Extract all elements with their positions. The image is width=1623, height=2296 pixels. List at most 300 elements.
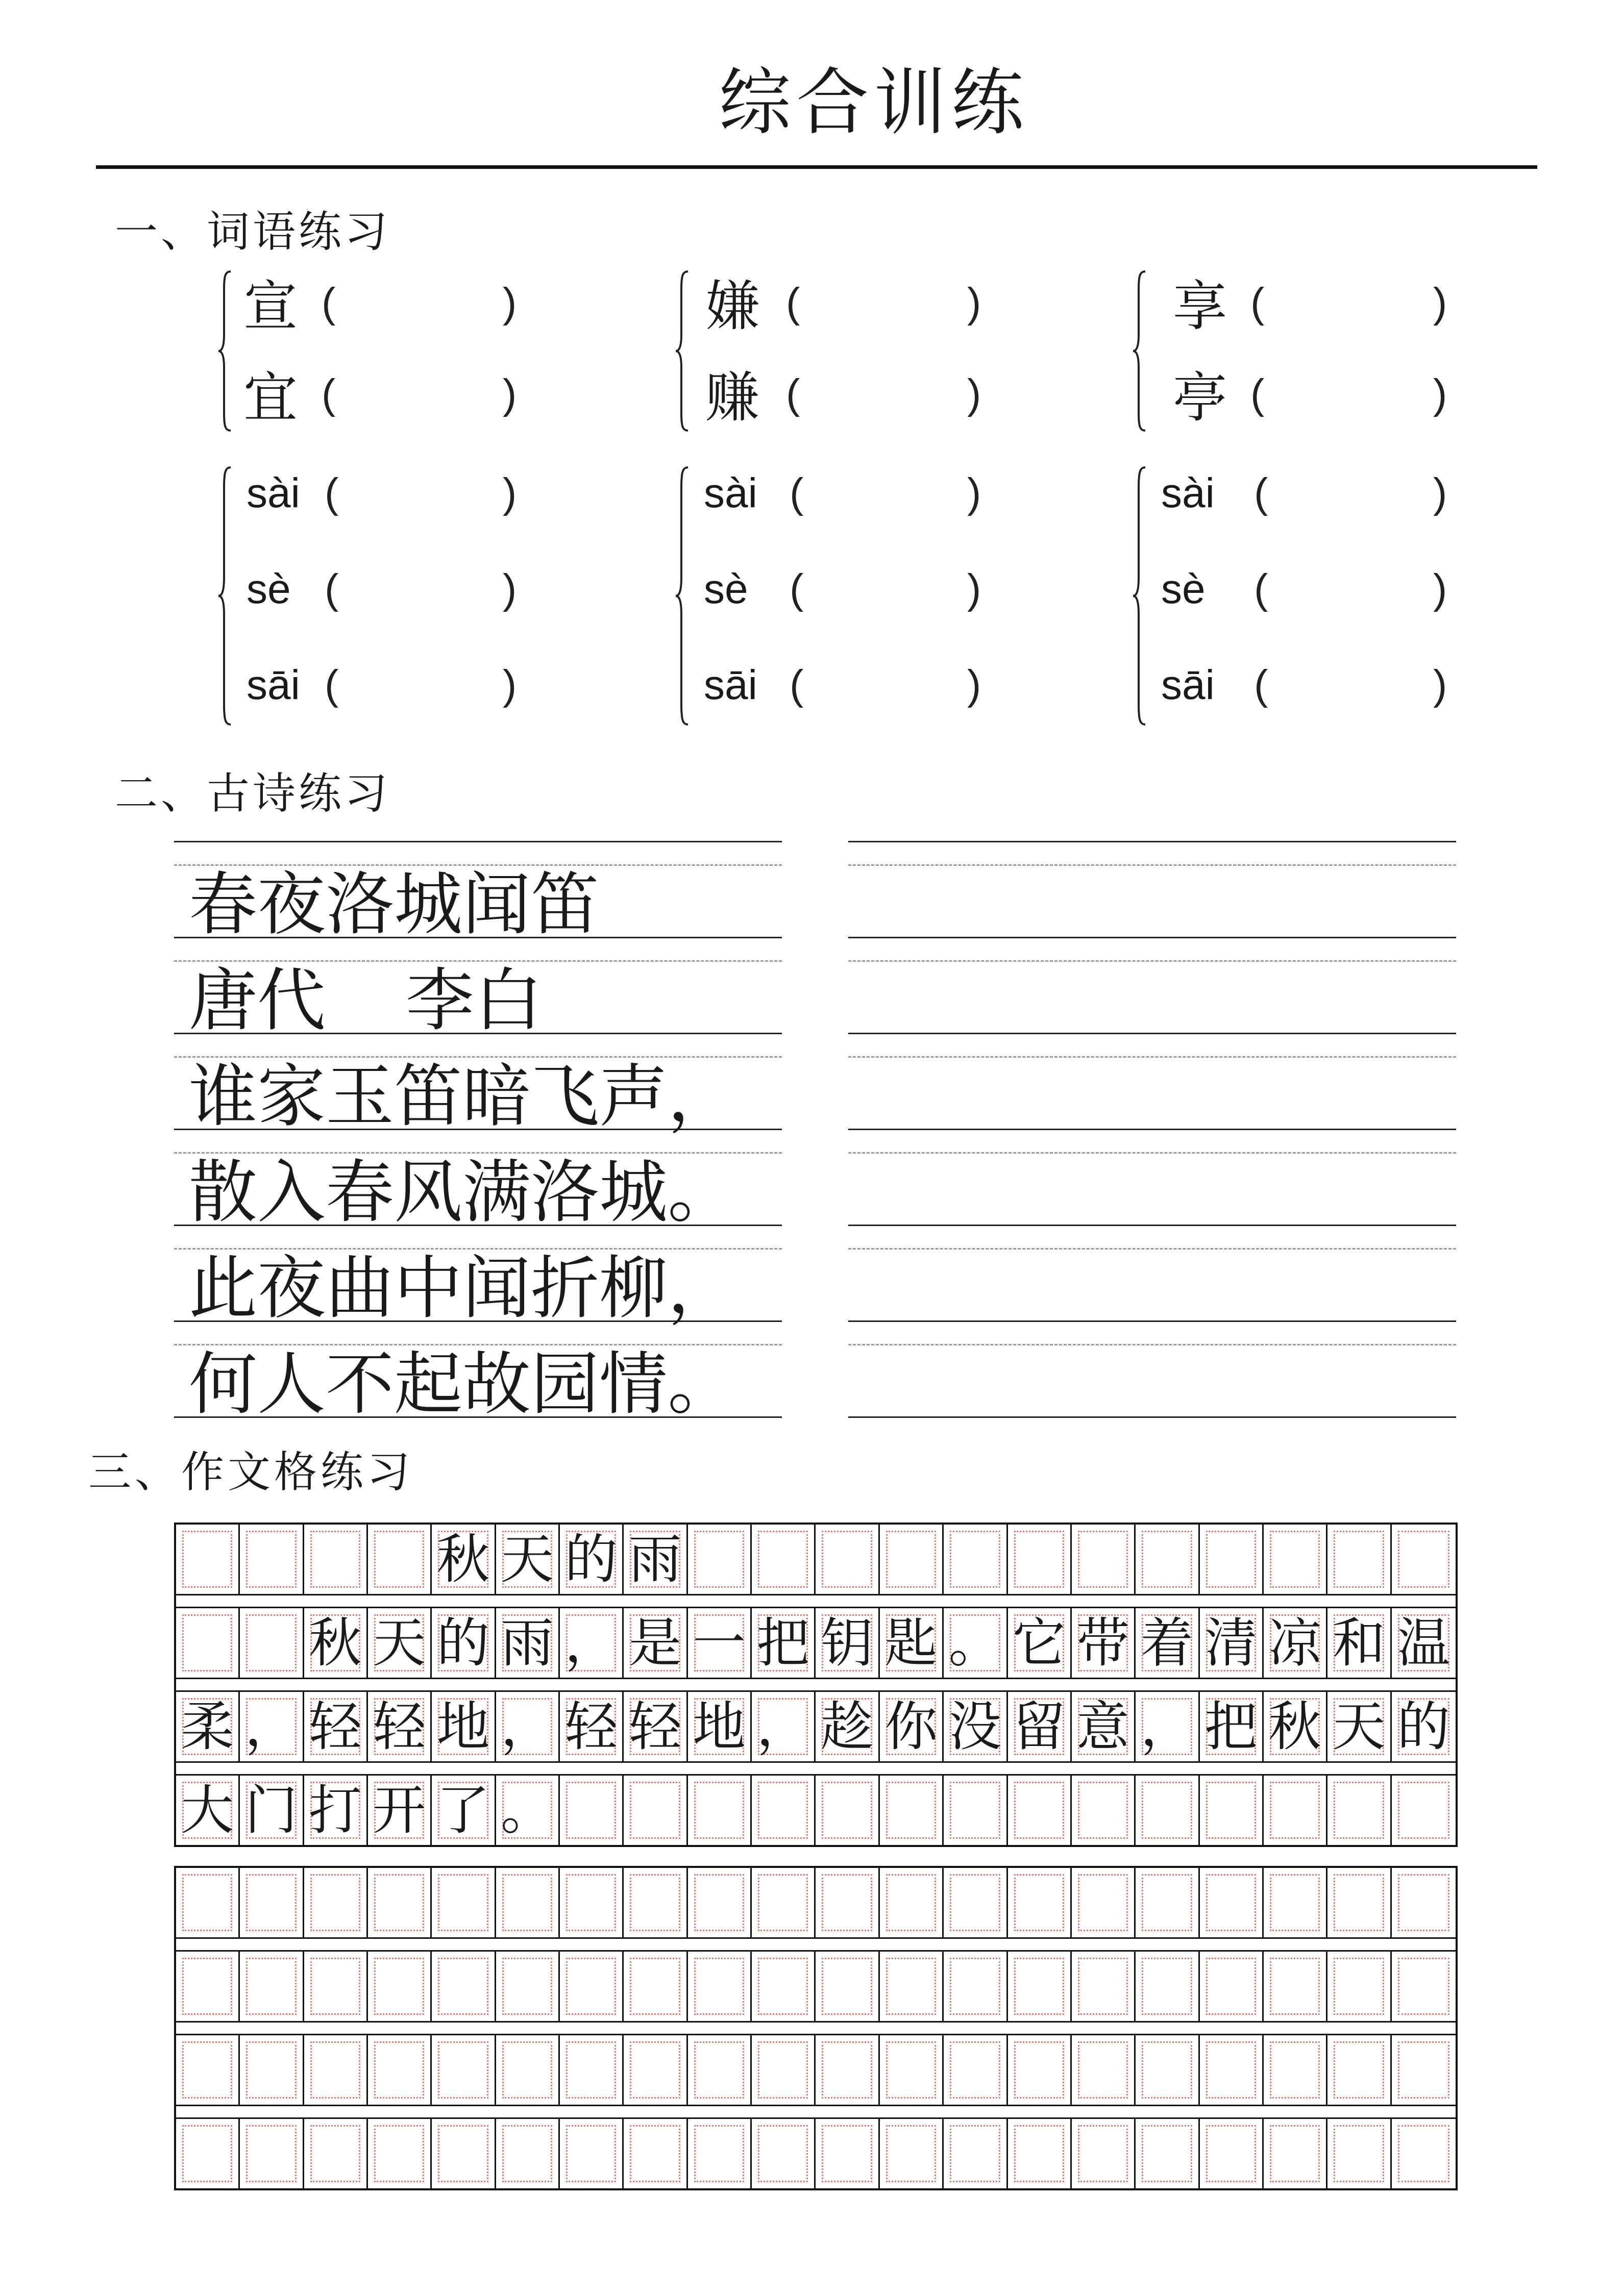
grid-char: 温 (1397, 1612, 1450, 1674)
grid-cell (880, 1692, 944, 1761)
grid-cell (240, 1692, 304, 1761)
brace-icon (217, 465, 232, 727)
grid-row-gap (176, 1937, 1456, 1952)
answer-paren-open: ( (786, 371, 800, 417)
grid-cell (496, 1608, 560, 1678)
grid-cell (1200, 2035, 1264, 2105)
grid-cell (1136, 1525, 1199, 1594)
answer-paren-close: ) (1433, 280, 1447, 326)
grid-cell (304, 1952, 368, 2021)
grid-cell (1327, 1868, 1391, 1937)
pinyin-syllable: sè (1161, 566, 1206, 612)
grid-cell (624, 1776, 687, 1845)
grid-cell (1008, 2119, 1072, 2188)
grid-char: 天 (1332, 1695, 1386, 1758)
grid-cell (1327, 1952, 1391, 2021)
grid-char: 地 (692, 1695, 746, 1758)
grid-cell (1072, 1868, 1136, 1937)
grid-cell (816, 1525, 879, 1594)
grid-row (176, 1608, 1456, 1678)
poem-solid-line (848, 937, 1456, 938)
grid-cell (432, 1776, 496, 1845)
grid-cell (1008, 1525, 1072, 1594)
poem-dashed-line (848, 1152, 1456, 1154)
pinyin-syllable: sài (247, 470, 300, 516)
answer-paren-open: ( (322, 280, 336, 326)
pinyin-syllable: sè (704, 566, 748, 612)
grid-char: 柔 (181, 1695, 234, 1758)
section-2-heading: 二、古诗练习 (115, 768, 391, 818)
poem-dashed-line (848, 1056, 1456, 1058)
grid-cell (1136, 1868, 1199, 1937)
answer-paren-close: ) (967, 470, 981, 516)
grid-cell (1008, 1868, 1072, 1937)
answer-paren-close: ) (1433, 470, 1447, 516)
grid-cell (368, 1952, 432, 2021)
grid-cell (1136, 1692, 1199, 1761)
grid-cell (176, 1952, 240, 2021)
poem-verse: 散入春风满洛城。 (189, 1153, 736, 1232)
grid-cell (176, 1525, 240, 1594)
answer-paren-close: ) (503, 566, 517, 612)
grid-char: ， (1140, 1695, 1194, 1758)
poem-solid-line (174, 841, 782, 842)
answer-paren-close: ) (503, 470, 517, 516)
answer-paren-close: ) (967, 280, 981, 326)
pinyin-syllable: sài (1161, 470, 1215, 516)
brace-icon (217, 270, 232, 432)
grid-cell (816, 1608, 879, 1678)
grid-char: 凉 (1268, 1612, 1322, 1674)
grid-cell (1008, 1776, 1072, 1845)
grid-cell (304, 2119, 368, 2188)
grid-cell (304, 1868, 368, 1937)
grid-cell (1200, 1692, 1264, 1761)
grid-char: 地 (436, 1695, 490, 1758)
grid-cell (688, 1608, 752, 1678)
grid-cell (496, 2035, 560, 2105)
answer-paren-open: ( (1250, 280, 1265, 326)
grid-cell (240, 1952, 304, 2021)
grid-cell (1327, 2119, 1391, 2188)
grid-cell (688, 1868, 752, 1937)
grid-cell (496, 2119, 560, 2188)
grid-char: 匙 (884, 1612, 938, 1674)
grid-cell (1327, 1608, 1391, 1678)
grid-cell (176, 1692, 240, 1761)
grid-cell (880, 1525, 944, 1594)
poem-dashed-line (848, 1248, 1456, 1250)
answer-paren-open: ( (790, 662, 804, 708)
grid-cell (560, 1692, 624, 1761)
grid-cell (880, 2119, 944, 2188)
grid-cell (240, 2119, 304, 2188)
answer-paren-open: ( (786, 280, 800, 326)
grid-cell (624, 2119, 687, 2188)
pinyin-syllable: sāi (704, 662, 757, 708)
grid-char: 。 (948, 1612, 1002, 1674)
title-divider (96, 165, 1537, 169)
grid-row-gap (176, 1678, 1456, 1692)
grid-cell (1072, 1525, 1136, 1594)
grid-cell (1264, 1776, 1327, 1845)
grid-cell (368, 1868, 432, 1937)
grid-cell (304, 2035, 368, 2105)
poem-verse: 此夜曲中闻折柳， (189, 1249, 736, 1328)
grid-cell (1008, 1952, 1072, 2021)
grid-char: 一 (692, 1612, 746, 1674)
poem-solid-line (848, 1320, 1456, 1322)
composition-grid-1 (174, 1523, 1458, 1847)
grid-char: 清 (1204, 1612, 1258, 1674)
answer-paren-open: ( (325, 566, 339, 612)
grid-cell (304, 1608, 368, 1678)
answer-paren-close: ) (503, 371, 517, 417)
grid-cell (752, 1692, 816, 1761)
grid-cell (880, 1868, 944, 1937)
grid-cell (1136, 1776, 1199, 1845)
grid-cell (752, 1776, 816, 1845)
grid-char: 钥 (820, 1612, 874, 1674)
grid-char: 没 (948, 1695, 1002, 1758)
char-pair-top: 享 (1173, 275, 1227, 338)
grid-char: ， (500, 1695, 554, 1758)
grid-cell (560, 1868, 624, 1937)
grid-cell (880, 1952, 944, 2021)
poem-dashed-line (848, 960, 1456, 962)
grid-char: 带 (1076, 1612, 1130, 1674)
grid-cell (1200, 1525, 1264, 1594)
grid-char: 的 (564, 1528, 618, 1590)
grid-cell (752, 1608, 816, 1678)
section-3-heading: 三、作文格练习 (88, 1447, 414, 1497)
grid-cell (624, 1525, 687, 1594)
poem-verse: 何人不起故园情。 (189, 1344, 736, 1424)
grid-cell (240, 1525, 304, 1594)
grid-cell (1008, 1608, 1072, 1678)
grid-cell (1136, 2119, 1199, 2188)
grid-cell (1264, 1692, 1327, 1761)
answer-paren-open: ( (1254, 470, 1268, 516)
answer-paren-close: ) (503, 280, 517, 326)
grid-cell (432, 1692, 496, 1761)
grid-cell (1008, 2035, 1072, 2105)
grid-char: 了 (436, 1779, 490, 1841)
poem-title: 春夜洛城闻笛 (189, 865, 600, 944)
grid-cell (496, 1692, 560, 1761)
poem-solid-line (848, 1033, 1456, 1034)
grid-cell (240, 1868, 304, 1937)
grid-char: 趁 (820, 1695, 874, 1758)
grid-cell (1200, 1868, 1264, 1937)
grid-row (176, 2119, 1456, 2188)
grid-cell (1072, 1692, 1136, 1761)
poem-solid-line (848, 1416, 1456, 1418)
poem-verse: 谁家玉笛暗飞声， (189, 1057, 736, 1136)
grid-cell (1072, 1952, 1136, 2021)
grid-cell (624, 1692, 687, 1761)
grid-cell (944, 1868, 1007, 1937)
pinyin-syllable: sài (704, 470, 757, 516)
grid-char: 轻 (308, 1695, 362, 1758)
char-pair-bottom: 赚 (705, 366, 759, 429)
grid-cell (1392, 1692, 1456, 1761)
brace-icon (1132, 270, 1147, 432)
grid-row (176, 1868, 1456, 1937)
answer-paren-open: ( (1250, 371, 1265, 417)
grid-char: 是 (628, 1612, 682, 1674)
grid-cell (432, 1525, 496, 1594)
grid-cell (880, 1608, 944, 1678)
grid-cell (1072, 2119, 1136, 2188)
grid-cell (1264, 2119, 1327, 2188)
grid-cell (688, 2035, 752, 2105)
grid-cell (368, 2035, 432, 2105)
grid-cell (240, 2035, 304, 2105)
grid-row (176, 2035, 1456, 2105)
grid-cell (880, 1776, 944, 1845)
grid-cell (816, 1868, 879, 1937)
grid-row (176, 1952, 1456, 2021)
grid-cell (1136, 1952, 1199, 2021)
poem-author: 李白 (406, 961, 543, 1040)
char-pair-bottom: 亭 (1173, 366, 1227, 429)
grid-cell (176, 1608, 240, 1678)
grid-cell (752, 2119, 816, 2188)
grid-char: 把 (756, 1612, 810, 1674)
grid-char: 着 (1140, 1612, 1194, 1674)
answer-paren-open: ( (322, 371, 336, 417)
poem-dynasty: 唐代 (189, 961, 326, 1040)
poem-dashed-line (848, 864, 1456, 866)
grid-cell (1327, 2035, 1391, 2105)
grid-cell (816, 1952, 879, 2021)
grid-cell (432, 1952, 496, 2021)
grid-char: 雨 (628, 1528, 682, 1590)
grid-cell (816, 2119, 879, 2188)
grid-cell (432, 2119, 496, 2188)
grid-char: 雨 (500, 1612, 554, 1674)
grid-cell (944, 1952, 1007, 2021)
grid-cell (560, 1525, 624, 1594)
grid-char: 它 (1012, 1612, 1066, 1674)
grid-cell (752, 1868, 816, 1937)
grid-char: 秋 (308, 1612, 362, 1674)
grid-cell (368, 1608, 432, 1678)
char-pair-top: 嫌 (705, 275, 759, 338)
grid-cell (560, 2035, 624, 2105)
grid-char: ， (564, 1612, 618, 1674)
answer-paren-open: ( (325, 470, 339, 516)
grid-cell (624, 1608, 687, 1678)
grid-cell (176, 1868, 240, 1937)
grid-cell (1200, 1776, 1264, 1845)
answer-paren-close: ) (503, 662, 517, 708)
grid-cell (1264, 1952, 1327, 2021)
grid-cell (688, 1776, 752, 1845)
grid-row (176, 1776, 1456, 1845)
grid-char: 天 (373, 1612, 426, 1674)
grid-cell (688, 2119, 752, 2188)
grid-char: 秋 (1268, 1695, 1322, 1758)
grid-cell (1392, 1952, 1456, 2021)
grid-cell (624, 1952, 687, 2021)
grid-cell (1392, 1525, 1456, 1594)
answer-paren-close: ) (1433, 566, 1447, 612)
grid-cell (752, 1525, 816, 1594)
grid-cell (816, 2035, 879, 2105)
grid-char: 打 (308, 1779, 362, 1841)
answer-paren-close: ) (1433, 371, 1447, 417)
answer-paren-close: ) (967, 371, 981, 417)
grid-cell (944, 1525, 1007, 1594)
grid-cell (1327, 1692, 1391, 1761)
grid-cell (304, 1692, 368, 1761)
grid-cell (432, 1608, 496, 1678)
grid-char: 把 (1204, 1695, 1258, 1758)
pinyin-syllable: sè (247, 566, 291, 612)
pinyin-syllable: sāi (1161, 662, 1215, 708)
grid-cell (368, 2119, 432, 2188)
char-pair-top: 宣 (243, 275, 298, 338)
answer-paren-close: ) (967, 662, 981, 708)
grid-cell (496, 1776, 560, 1845)
grid-cell (1072, 1776, 1136, 1845)
grid-cell (880, 2035, 944, 2105)
grid-cell (1200, 1608, 1264, 1678)
grid-char: 留 (1012, 1695, 1066, 1758)
grid-row-gap (176, 2021, 1456, 2035)
brace-icon (674, 270, 690, 432)
grid-cell (944, 1776, 1007, 1845)
grid-row-gap (176, 1761, 1456, 1776)
grid-char: 的 (1397, 1695, 1450, 1758)
grid-cell (304, 1776, 368, 1845)
grid-cell (1072, 2035, 1136, 2105)
answer-paren-open: ( (1254, 566, 1268, 612)
grid-char: 轻 (373, 1695, 426, 1758)
grid-char: 和 (1332, 1612, 1386, 1674)
brace-icon (1132, 465, 1147, 727)
grid-char: 意 (1076, 1695, 1130, 1758)
char-pair-bottom: 宜 (243, 366, 298, 429)
grid-cell (1264, 2035, 1327, 2105)
grid-row (176, 1692, 1456, 1761)
page-title: 综合训练 (719, 61, 1029, 145)
grid-cell (176, 2119, 240, 2188)
grid-cell (944, 1608, 1007, 1678)
grid-cell (560, 1776, 624, 1845)
pinyin-syllable: sāi (247, 662, 300, 708)
grid-cell (1392, 1868, 1456, 1937)
poem-solid-line (848, 1225, 1456, 1226)
grid-cell (1200, 1952, 1264, 2021)
grid-cell (1008, 1692, 1072, 1761)
answer-paren-close: ) (967, 566, 981, 612)
grid-cell (1392, 2035, 1456, 2105)
grid-cell (368, 1525, 432, 1594)
grid-cell (176, 1776, 240, 1845)
grid-char: ， (756, 1695, 810, 1758)
grid-cell (176, 2035, 240, 2105)
grid-cell (368, 1776, 432, 1845)
grid-cell (1392, 1608, 1456, 1678)
grid-char: 的 (436, 1612, 490, 1674)
poem-dashed-line (848, 1344, 1456, 1345)
grid-cell (688, 1952, 752, 2021)
grid-cell (432, 1868, 496, 1937)
grid-char: 门 (244, 1779, 298, 1841)
grid-char: 天 (500, 1528, 554, 1590)
grid-cell (944, 2035, 1007, 2105)
grid-cell (1392, 1776, 1456, 1845)
grid-cell (1327, 1525, 1391, 1594)
grid-cell (1072, 1608, 1136, 1678)
grid-cell (496, 1868, 560, 1937)
answer-paren-open: ( (790, 470, 804, 516)
poem-solid-line (848, 841, 1456, 842)
grid-cell (560, 1608, 624, 1678)
grid-cell (944, 1692, 1007, 1761)
brace-icon (674, 465, 690, 727)
grid-cell (752, 1952, 816, 2021)
composition-grid-2 (174, 1866, 1458, 2190)
grid-cell (432, 2035, 496, 2105)
grid-cell (816, 1776, 879, 1845)
grid-char: 秋 (436, 1528, 490, 1590)
grid-cell (1392, 2119, 1456, 2188)
grid-cell (560, 2119, 624, 2188)
grid-cell (560, 1952, 624, 2021)
grid-cell (816, 1692, 879, 1761)
grid-cell (1264, 1525, 1327, 1594)
grid-cell (624, 2035, 687, 2105)
grid-char: 你 (884, 1695, 938, 1758)
grid-cell (304, 1525, 368, 1594)
grid-row (176, 1525, 1456, 1594)
answer-paren-open: ( (790, 566, 804, 612)
answer-paren-open: ( (1254, 662, 1268, 708)
grid-cell (240, 1608, 304, 1678)
grid-cell (688, 1525, 752, 1594)
grid-char: 大 (181, 1779, 234, 1841)
section-1-heading: 一、词语练习 (115, 207, 391, 257)
grid-cell (1264, 1608, 1327, 1678)
grid-row-gap (176, 1594, 1456, 1608)
answer-paren-open: ( (325, 662, 339, 708)
grid-cell (1200, 2119, 1264, 2188)
grid-char: 。 (500, 1779, 554, 1841)
grid-cell (1327, 1776, 1391, 1845)
grid-char: 轻 (628, 1695, 682, 1758)
grid-char: 开 (373, 1779, 426, 1841)
grid-cell (240, 1776, 304, 1845)
grid-row-gap (176, 2105, 1456, 2119)
grid-cell (496, 1525, 560, 1594)
grid-cell (624, 1868, 687, 1937)
grid-cell (752, 2035, 816, 2105)
grid-cell (688, 1692, 752, 1761)
grid-cell (1136, 2035, 1199, 2105)
poem-solid-line (848, 1129, 1456, 1130)
answer-paren-close: ) (1433, 662, 1447, 708)
grid-cell (944, 2119, 1007, 2188)
grid-char: ， (244, 1695, 298, 1758)
grid-cell (1264, 1868, 1327, 1937)
grid-char: 轻 (564, 1695, 618, 1758)
grid-cell (368, 1692, 432, 1761)
grid-cell (496, 1952, 560, 2021)
